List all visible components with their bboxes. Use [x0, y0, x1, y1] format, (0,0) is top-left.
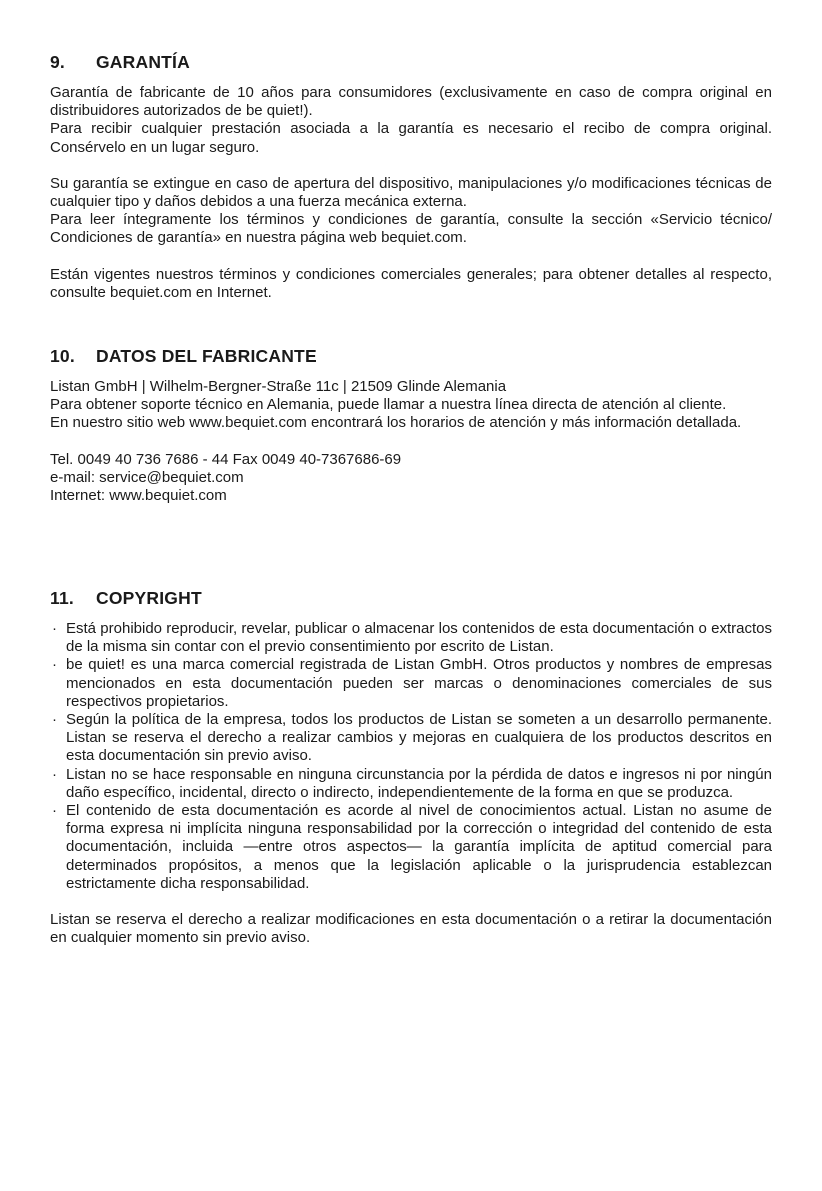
section-title: DATOS DEL FABRICANTE — [96, 346, 317, 366]
list-item-text: Según la política de la empresa, todos los productos de Listan se someten a un desarrollo permanente. Listan se reserva el derecho a realizar cambios y mejoras en cualquiera de los productos descritos en esta documentación sin previo aviso. — [66, 711, 772, 765]
list-item — [50, 802, 772, 893]
bullet-icon: · — [52, 620, 57, 637]
section-garantia — [50, 50, 772, 302]
paragraph: Listan GmbH | Wilhelm-Bergner-Straße 11c | 21509 Glinde Alemania — [50, 378, 507, 395]
list-item-text: Listan no se hace responsable en ninguna circunstancia por la pérdida de datos e ingresos ni por ningún daño específico, incidental, directo o indirecto, independientemente de la forma en que se produzca. — [66, 765, 772, 801]
paragraph: Para obtener soporte técnico en Alemania, puede llamar a nuestra línea directa de atención al cliente. — [50, 396, 727, 414]
copyright-list — [50, 620, 772, 893]
section-title: COPYRIGHT — [96, 588, 202, 608]
paragraph: Para leer íntegramente los términos y condiciones de garantía, consulte la sección «Servicio técnico/ Condiciones de garantía» en nuestra página web bequiet.com. — [50, 211, 772, 247]
section-title: GARANTÍA — [96, 52, 190, 72]
section-number: 10. — [50, 346, 75, 366]
section-number: 9. — [50, 52, 65, 72]
contact-phone: Tel. 0049 40 736 7686 - 44 Fax 0049 40-7367686-69 — [50, 450, 402, 468]
paragraph: Su garantía se extingue en caso de apertura del dispositivo, manipulaciones y/o modificaciones técnicas de cualquier tipo y daños debidos a una fuerza mecánica externa. — [50, 174, 772, 211]
paragraph: En nuestro sitio web www.bequiet.com encontrará los horarios de atención y más información detallada. — [50, 414, 742, 432]
list-item — [50, 656, 772, 711]
section-heading — [50, 50, 772, 74]
bullet-icon: · — [52, 765, 57, 783]
list-item-text: El contenido de esta documentación es acorde al nivel de conocimientos actual. Listan no asume de forma expresa ni implícita ninguna responsabilidad por la corrección o integridad del contenido de esta documentación, incluida —entre otros aspectos— la garantía implícita de aptitud comercial para determinados propósitos, a menos que la legislación aplicable o la jurisprudencia establezcan estrictamente dicha responsabilidad. — [66, 802, 772, 892]
section-heading — [50, 344, 772, 368]
section-copyright — [50, 586, 772, 947]
closing-paragraph: Listan se reserva el derecho a realizar modificaciones en esta documentación o a retirar la documentación en cualquier momento sin previo aviso. — [50, 911, 772, 947]
paragraph: Están vigentes nuestros términos y condiciones comerciales generales; para obtener detalles al respecto, consulte bequiet.com en Internet. — [50, 265, 772, 301]
list-item — [50, 620, 772, 656]
section-heading — [50, 586, 772, 610]
contact-website: Internet: www.bequiet.com — [50, 487, 227, 505]
section-datos-fabricante — [50, 344, 772, 505]
list-item — [50, 711, 772, 766]
paragraph: Para recibir cualquier prestación asociada a la garantía es necesario el recibo de compra original. Consérvelo en un lugar seguro. — [50, 120, 772, 156]
bullet-icon: · — [52, 656, 57, 674]
list-item — [50, 766, 772, 802]
contact-email: e-mail: service@bequiet.com — [50, 468, 244, 486]
paragraph: Garantía de fabricante de 10 años para consumidores (exclusivamente en caso de compra original en distribuidores autorizados de be quiet!). — [50, 84, 772, 120]
list-item-text: Está prohibido reproducir, revelar, publicar o almacenar los contenidos de esta documentación o extractos de la misma sin contar con el previo consentimiento por escrito de Listan. — [66, 620, 772, 656]
bullet-icon: · — [52, 802, 57, 820]
section-number: 11. — [50, 588, 74, 608]
list-item-text: be quiet! es una marca comercial registrada de Listan GmbH. Otros productos y nombres de empresas mencionados en esta documentación pueden ser marcas o denominaciones comerciales de sus respectivos propietarios. — [66, 656, 772, 710]
bullet-icon: · — [52, 711, 57, 729]
